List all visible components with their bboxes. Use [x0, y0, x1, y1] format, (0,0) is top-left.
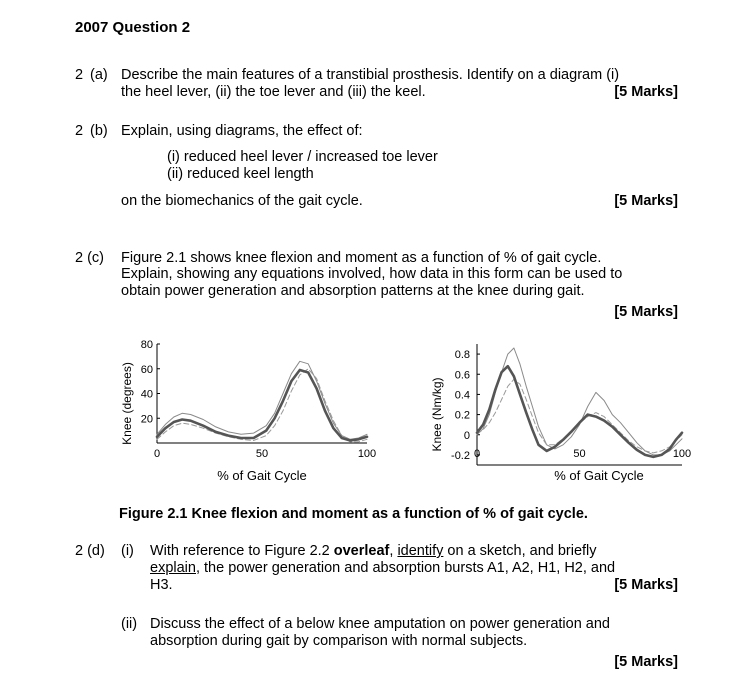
- series-line-upper: [157, 361, 367, 439]
- q2b-intro: Explain, using diagrams, the effect of:: [121, 123, 363, 139]
- y-tick-label: 0.4: [454, 389, 470, 402]
- q2d-i-number: (i): [121, 543, 134, 559]
- q2d-i-line-3: H3.: [150, 577, 173, 593]
- series-line-mean: [157, 370, 367, 441]
- x-tick-label: 50: [255, 448, 269, 460]
- y-tick-label: 0.6: [454, 369, 470, 382]
- knee-moment-chart: [430, 344, 691, 483]
- y-tick-label: 80: [140, 339, 153, 351]
- y-tick-label: 0.2: [454, 409, 470, 422]
- y-tick-label: 60: [140, 363, 153, 376]
- q2d-i-text-c: ,: [389, 543, 398, 559]
- q2d-i-text-e: on a sketch, and briefly: [443, 543, 597, 559]
- q2d-i-line-2: [150, 560, 615, 577]
- q2c-line-2: Explain, showing any equations involved, how data in this form can be used to: [121, 266, 623, 282]
- q2a-part: (a): [90, 67, 108, 83]
- exam-title: 2007 Question 2: [75, 19, 191, 36]
- q2c-marks: [5 Marks]: [614, 304, 678, 320]
- q2d-i-marks: [5 Marks]: [614, 577, 678, 593]
- q2c-line-3: obtain power generation and absorption patterns at the knee during gait.: [121, 283, 585, 299]
- explain-word: explain,: [150, 560, 200, 576]
- q2b-item-2: (ii) reduced keel length: [167, 166, 314, 182]
- y-tick-label: 0: [463, 429, 470, 442]
- y-tick-label: -0.2: [451, 449, 470, 462]
- q2b-part: (b): [90, 123, 108, 139]
- y-tick-label: 0.8: [454, 349, 470, 362]
- knee-flexion-chart: [120, 339, 376, 483]
- overleaf-word: overleaf: [333, 543, 390, 559]
- x-axis-label: % of Gait Cycle: [217, 468, 307, 483]
- x-tick-label: 100: [672, 448, 692, 460]
- q2d-i-line-1: [150, 543, 597, 560]
- q2b-item-1: (i) reduced heel lever / increased toe lever: [167, 149, 438, 165]
- q2c-label: 2 (c): [75, 250, 104, 266]
- y-axis-label: Knee (Nm/kg): [430, 377, 444, 452]
- q2d-label: 2 (d): [75, 543, 105, 559]
- y-tick-label: 20: [140, 413, 153, 426]
- q2a-line-1: Describe the main features of a transtibial prosthesis. Identify on a diagram (i): [121, 67, 620, 83]
- figure-caption: Figure 2.1 Knee flexion and moment as a function of % of gait cycle.: [119, 506, 588, 522]
- x-tick-label: 100: [357, 448, 377, 460]
- q2d-i-text-f: the power generation and absorption bursts A1, A2, H1, H2, and: [199, 560, 616, 576]
- q2d-ii-number: (ii): [121, 616, 138, 632]
- x-tick-label: 0: [153, 448, 161, 460]
- q2d-i-text-a: With reference to Figure 2.2: [150, 543, 334, 559]
- q2b-marks: [5 Marks]: [614, 193, 678, 209]
- x-tick-label: 0: [473, 448, 481, 460]
- q2b-outro: on the biomechanics of the gait cycle.: [121, 193, 363, 209]
- q2a-line-2: the heel lever, (ii) the toe lever and (iii) the keel.: [121, 84, 426, 100]
- x-axis-label: % of Gait Cycle: [554, 468, 644, 483]
- q2c-line-1: Figure 2.1 shows knee flexion and moment as a function of % of gait cycle.: [121, 250, 602, 266]
- y-tick-label: 40: [140, 388, 153, 401]
- x-tick-label: 50: [573, 448, 586, 460]
- q2a-marks: [5 Marks]: [614, 84, 678, 100]
- q2b-number: 2: [75, 123, 84, 139]
- series-line-upper: [477, 348, 682, 455]
- q2d-ii-line-1: Discuss the effect of a below knee amputation on power generation and: [150, 616, 610, 632]
- q2d-ii-line-2: absorption during gait by comparison with normal subjects.: [150, 633, 528, 649]
- q2d-ii-marks: [5 Marks]: [614, 654, 678, 670]
- figure-2-1: [0, 330, 742, 495]
- series-line-lower: [477, 379, 682, 453]
- q2a-number: 2: [75, 67, 84, 83]
- y-axis-label: Knee (degrees): [120, 362, 134, 445]
- identify-word: identify: [397, 543, 444, 559]
- series-line-mean: [477, 366, 682, 457]
